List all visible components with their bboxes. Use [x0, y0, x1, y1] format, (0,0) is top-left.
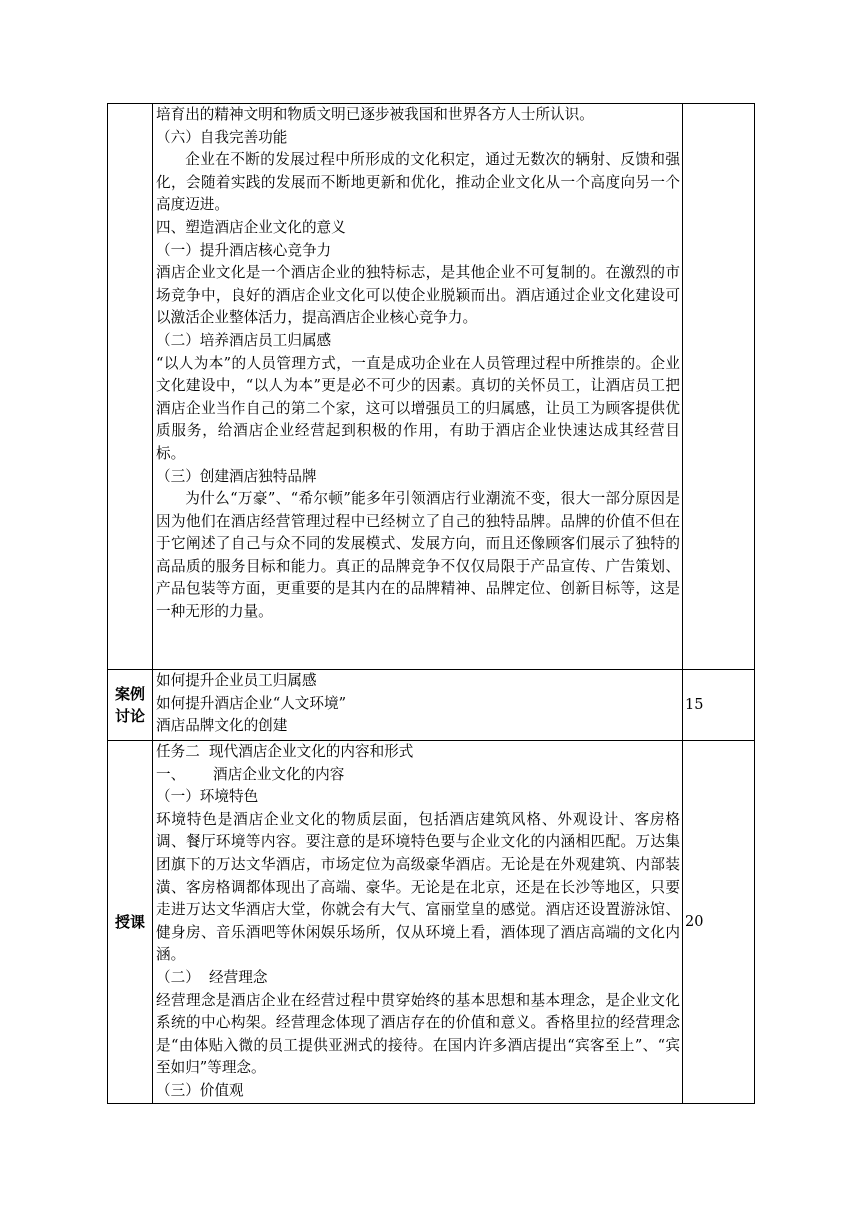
paragraph: “以人为本”的人员管理方式，一直是成功企业在人员管理过程中所推崇的。企业文化建设中，“以人为本”更是必不可少的因素。真切的关怀员工，让酒店员工把酒店企业当作自己的第二个家，这可以增强员工的归属感，让员工为顾客提供优质服务，给酒店企业经营起到积极的作用，有助于酒店企业快速达成其经营目标。 [156, 354, 680, 462]
minutes-cell: 20 [683, 741, 755, 1104]
label-cell-empty [108, 104, 153, 670]
discussion-item: 如何提升酒店企业“人文环境” [156, 694, 347, 712]
paragraph: 酒店企业文化是一个酒店企业的独特标志，是其他企业不可复制的。在激烈的市场竞争中，良好的酒店企业文化可以使企业脱颖而出。酒店通过企业文化建设可以激活企业整体活力，提高酒店企业核心竞争力。 [156, 264, 680, 327]
discussion-item: 酒店品牌文化的创建 [156, 717, 288, 735]
section-heading: 一、 酒店企业文化的内容 [156, 765, 345, 783]
task-heading: 任务二 现代酒店企业文化的内容和形式 [156, 743, 414, 760]
label-cell-case-discussion [108, 670, 153, 741]
table-row-case-discussion [108, 670, 755, 741]
minutes-cell: 15 [683, 670, 755, 741]
paragraph: 经营理念是酒店企业在经营过程中贯穿始终的基本思想和基本理念，是企业文化系统的中心构架。经营理念体现了酒店存在的价值和意义。香格里拉的经营理念是“由体贴入微的员工提供亚洲式的接待。在国内许多酒店提出“宾客至上”、“宾至如归”等理念。 [156, 991, 680, 1077]
subheading: （六）自我完善功能 [156, 128, 288, 146]
paragraph: 为什么“万豪”、“希尔顿”能多年引领酒店行业潮流不变，很大一部分原因是因为他们在酒店经营管理过程中已经树立了自己的独特品牌。品牌的价值不但在于它阐述了自己与众不同的发展模式、发展方向，而且还像顾客们展示了独特的高品质的服务目标和能力。真正的品牌竞争不仅仅局限于产品宣传、广告策划、产品包装等方面，更重要的是其内在的品牌精神、品牌定位、创新目标等，这是一种无形的力量。 [156, 490, 680, 621]
label-text-line2: 讨论 [114, 707, 145, 725]
subheading: （三）价值观 [156, 1081, 244, 1099]
label-text-line1: 案例 [114, 685, 145, 703]
paragraph: 企业在不断的发展过程中所形成的文化积定，通过无数次的辆射、反馈和强化，会随着实践的发展而不断地更新和优化，推动企业文化从一个高度向另一个高度迈进。 [156, 151, 680, 214]
subheading: （一）提升酒店核心竞争力 [156, 241, 332, 259]
subheading: （二）培养酒店员工归属感 [156, 331, 332, 349]
subheading: （二） 经营理念 [156, 968, 268, 986]
table-row-lecture [108, 741, 755, 1104]
lesson-plan-table [107, 103, 755, 1104]
content-line: 培育出的精神文明和物质文明已逐步被我国和世界各方人士所认识。 [156, 106, 594, 123]
label-cell-lecture: 授课 [108, 741, 153, 1104]
content-cell-case-discussion [153, 670, 683, 741]
subheading: （三）创建酒店独特品牌 [156, 467, 317, 485]
table-row-continued-content [108, 104, 755, 670]
content-cell-culture-functions [153, 104, 683, 670]
paragraph: 环境特色是酒店企业文化的物质层面，包括酒店建筑风格、外观设计、客房格调、餐厅环境等内容。要注意的是环境特色要与企业文化的内涵相匹配。万达集团旗下的万达文华酒店，市场定位为高级豪华酒店。无论是在外观建筑、内部装潢、客房格调都体现出了高端、豪华。无论是在北京，还是在长沙等地区，只要走进万达文华酒店大堂，你就会有大气、富丽堂皇的感觉。酒店还设置游泳馆、健身房、音乐酒吧等休闲娱乐场所，仅从环境上看，酒体现了酒店高端的文化内涵。 [156, 810, 680, 964]
content-cell-lecture [153, 741, 683, 1104]
subheading: （一）环境特色 [156, 788, 259, 806]
minutes-cell-empty [683, 104, 755, 670]
section-heading: 四、塑造酒店企业文化的意义 [156, 218, 346, 236]
discussion-item: 如何提升企业员工归属感 [156, 672, 317, 689]
